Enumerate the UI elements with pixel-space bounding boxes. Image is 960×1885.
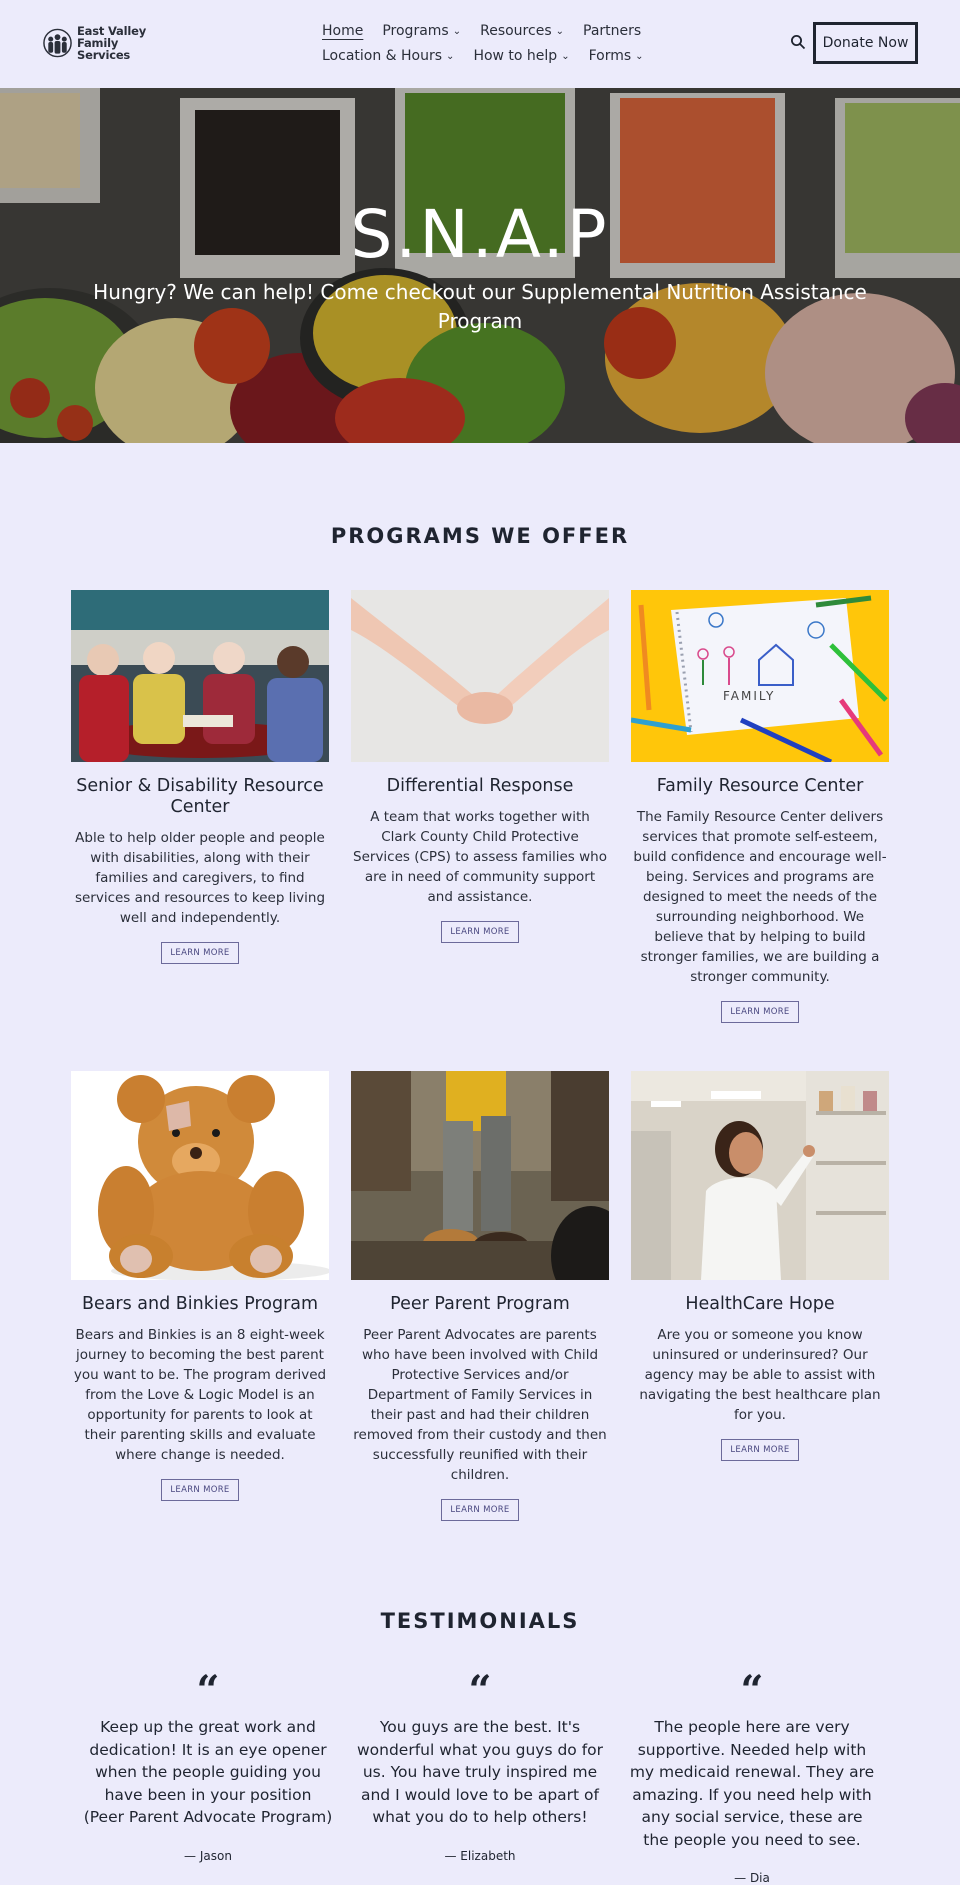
program-card-family-resource-center <box>631 590 889 1023</box>
testimonial-card <box>627 1667 877 1885</box>
nav-label: Forms <box>588 47 632 64</box>
learn-more-button[interactable]: LEARN MORE <box>721 1001 798 1023</box>
program-card-differential-response <box>351 590 609 943</box>
nav-label: Resources <box>480 22 552 39</box>
family-logo-icon <box>42 27 73 59</box>
program-title: HealthCare Hope <box>685 1294 835 1314</box>
chevron-down-icon: ⌄ <box>446 51 455 62</box>
quote-icon: “ <box>468 1667 492 1714</box>
program-title: Peer Parent Program <box>390 1294 570 1314</box>
testimonial-text: The people here are very supportive. Needed help with my medicaid renewal. They are amazing. If you need help with any social service, these are the people you need to see. <box>629 1718 875 1849</box>
logo-line-2: Family Services <box>77 36 131 62</box>
testimonial-author: — Elizabeth <box>444 1848 516 1863</box>
walking-boots-photo <box>351 1071 609 1280</box>
chevron-down-icon: ⌄ <box>452 26 462 37</box>
program-description: A team that works together with Clark County Child Protective Services (CPS) to assess families who are in need of community support and assistance. <box>353 809 607 905</box>
testimonial-card <box>83 1667 333 1863</box>
site-logo[interactable] <box>42 26 172 60</box>
nav-item-resources[interactable] <box>480 23 564 39</box>
nav-item-programs[interactable] <box>382 23 461 39</box>
program-card-bears-binkies <box>71 1071 329 1501</box>
program-title: Family Resource Center <box>656 776 864 796</box>
program-card-senior-disability <box>71 590 329 964</box>
testimonial-author: — Dia <box>734 1871 770 1885</box>
family-drawing-text: FAMILY <box>723 689 776 703</box>
pharmacist-photo <box>631 1071 889 1280</box>
site-header <box>0 0 960 88</box>
nav-label: How to help <box>473 47 558 64</box>
chevron-down-icon: ⌄ <box>555 26 564 37</box>
nav-item-location-hours[interactable] <box>322 48 454 64</box>
seniors-photo <box>71 590 329 762</box>
program-card-peer-parent <box>351 1071 609 1521</box>
holding-hands-photo <box>351 590 609 762</box>
quote-icon: “ <box>196 1667 220 1714</box>
testimonial-author: — Jason <box>184 1848 232 1863</box>
nav-row-1 <box>322 18 662 43</box>
chevron-down-icon: ⌄ <box>561 51 570 62</box>
nav-item-forms[interactable] <box>589 48 644 64</box>
testimonial-card <box>355 1667 605 1863</box>
program-title: Bears and Binkies Program <box>81 1294 319 1314</box>
learn-more-button[interactable]: LEARN MORE <box>161 942 238 964</box>
nav-label: Location & Hours <box>322 47 443 64</box>
program-description: Peer Parent Advocates are parents who have been involved with Child Protective Services and/or Department of Family Services in their past and had their children removed from their custody and then successfully reunified with their children. <box>353 1327 607 1483</box>
hero-banner <box>0 88 960 443</box>
logo-text <box>77 25 172 61</box>
quote-icon: “ <box>740 1667 764 1714</box>
donate-button[interactable]: Donate Now <box>813 22 918 64</box>
program-description: Are you or someone you know uninsured or underinsured? Our agency may be able to assist with navigating the best healthcare plan for you. <box>639 1327 881 1423</box>
programs-heading: PROGRAMS WE OFFER <box>330 524 630 548</box>
program-title: Senior & Disability Resource Center <box>76 776 324 817</box>
nav-row-2 <box>322 43 662 68</box>
program-title: Differential Response <box>386 776 574 796</box>
testimonial-text: You guys are the best. It's wonderful what you guys do for us. You have truly inspired me and I would love to be apart of what you do to help others! <box>356 1718 604 1826</box>
nav-item-how-to-help[interactable] <box>473 48 569 64</box>
learn-more-button[interactable]: LEARN MORE <box>161 1479 238 1501</box>
learn-more-button[interactable]: LEARN MORE <box>721 1439 798 1461</box>
family-drawing-photo <box>631 590 889 762</box>
hero-subtitle: Hungry? We can help! Come checkout our Supplemental Nutrition Assistance Program <box>93 280 867 333</box>
teddy-bear-photo <box>71 1071 329 1280</box>
program-description: Bears and Binkies is an 8 eight-week journey to becoming the best parent you want to be. The program derived from the Love & Logic Model is an opportunity for parents to look at their parenting skills and evaluate where change is needed. <box>73 1327 327 1463</box>
program-card-healthcare-hope <box>631 1071 889 1461</box>
testimonial-text: Keep up the great work and dedication! It is an eye opener when the people guiding you have been in your position (Peer Parent Advocate Program) <box>83 1718 333 1826</box>
search-icon[interactable] <box>790 34 806 50</box>
main-nav <box>322 18 662 68</box>
chevron-down-icon: ⌄ <box>635 51 644 62</box>
hero-title: S.N.A.P <box>350 196 610 273</box>
nav-label: Partners <box>583 22 642 39</box>
nav-label: Programs <box>382 22 449 39</box>
logo-line-1: East Valley <box>77 24 146 38</box>
learn-more-button[interactable]: LEARN MORE <box>441 1499 518 1521</box>
learn-more-button[interactable]: LEARN MORE <box>441 921 518 943</box>
program-description: The Family Resource Center delivers services that promote self-esteem, build confidence and encourage well-being. Services and programs are designed to meet the needs of the surrounding neighborhood. We believe that by helping to build stronger families, we are building a stronger community. <box>633 809 887 985</box>
nav-label: Home <box>322 22 364 39</box>
nav-item-home[interactable] <box>322 23 363 39</box>
program-description: Able to help older people and people with disabilities, along with their families and caregivers, to find services and resources to keep living well and independently. <box>74 830 326 926</box>
testimonials-heading: TESTIMONIALS <box>380 1609 580 1633</box>
nav-item-partners[interactable] <box>583 23 641 39</box>
